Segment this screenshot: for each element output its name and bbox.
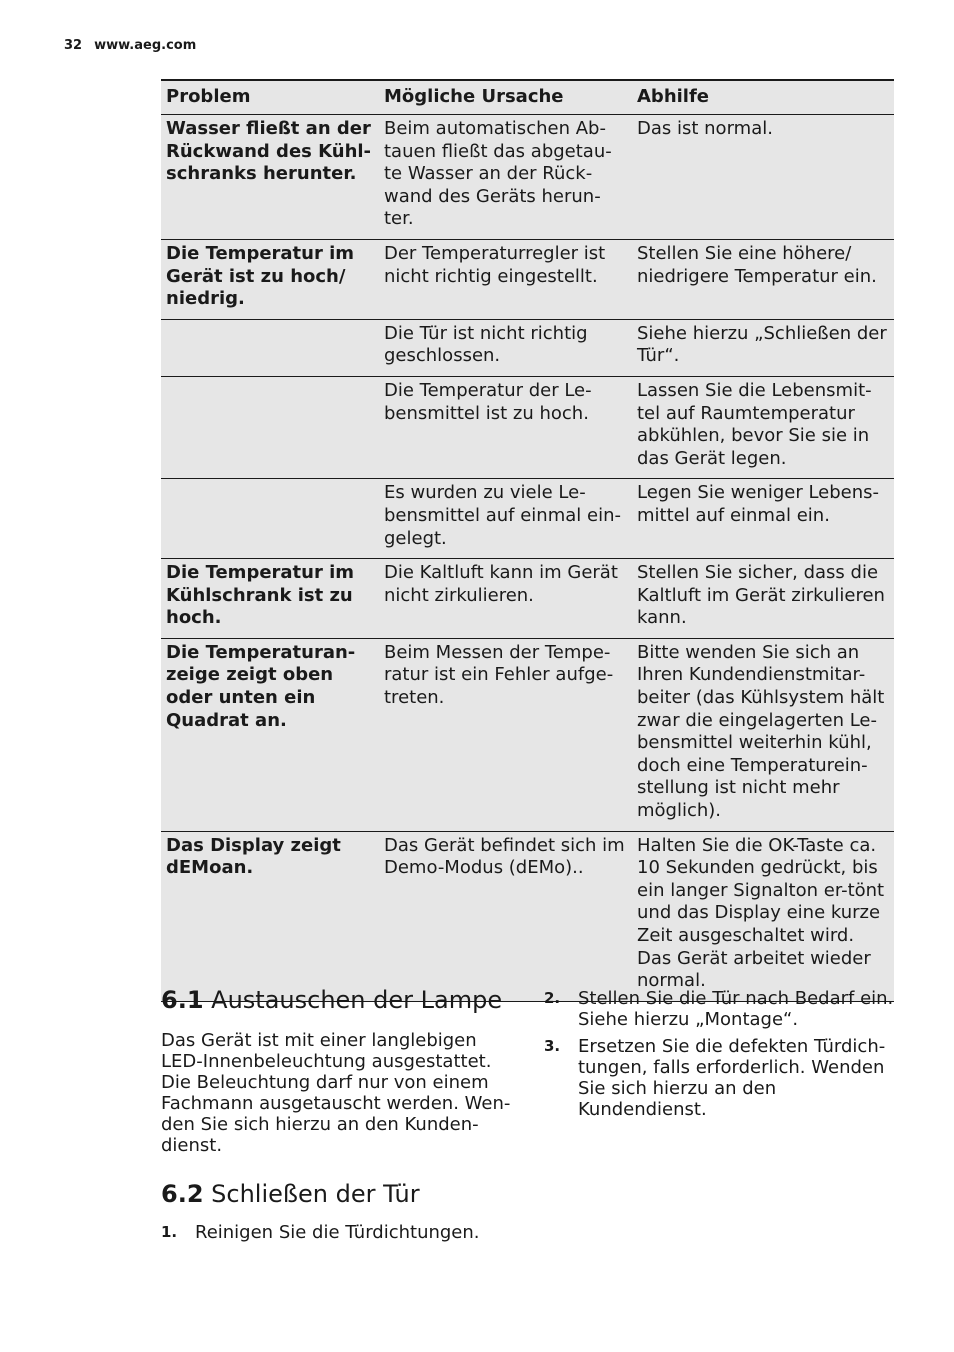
table-row: [161, 319, 894, 376]
cause-cell: Die Tür ist nicht richtig geschlossen.: [379, 319, 632, 376]
cause-cell: Beim Messen der Tempe-ratur ist ein Fehler aufge-treten.: [379, 638, 632, 831]
step-2: [544, 988, 896, 1030]
step-number: 2.: [544, 989, 561, 1007]
table-row: [161, 239, 894, 319]
section-6-1-heading: [161, 986, 502, 1014]
problem-cell: Das Display zeigt dEMoan.: [161, 831, 379, 1001]
table-row: [161, 376, 894, 478]
remedy-cell: Das ist normal.: [632, 115, 894, 240]
table-row: [161, 638, 894, 831]
cause-cell: Es wurden zu viele Le-bensmittel auf einmal ein-gelegt.: [379, 479, 632, 559]
troubleshooting-table: [161, 79, 894, 1002]
table-row: [161, 115, 894, 240]
column-header-problem: Problem: [161, 80, 379, 115]
step-text: Reinigen Sie die Türdichtungen.: [195, 1222, 480, 1243]
cause-cell: Das Gerät befindet sich im Demo-Modus (dEMo)..: [379, 831, 632, 1001]
section-6-2-title: Schließen der Tür: [211, 1180, 420, 1208]
cause-cell: Die Temperatur der Le-bensmittel ist zu hoch.: [379, 376, 632, 478]
remedy-cell: Legen Sie weniger Lebens-mittel auf einmal ein.: [632, 479, 894, 559]
step-3: [544, 1036, 896, 1120]
problem-cell: Die Temperatur im Gerät ist zu hoch/ niedrig.: [161, 239, 379, 319]
table-row: [161, 831, 894, 1001]
problem-cell: Die Temperaturan-zeige zeigt oben oder unten ein Quadrat an.: [161, 638, 379, 831]
column-header-remedy: Abhilfe: [632, 80, 894, 115]
cause-cell: Beim automatischen Ab-tauen fließt das abgetau-te Wasser an der Rück-wand des Geräts herun-ter.: [379, 115, 632, 240]
table-row: [161, 559, 894, 639]
remedy-cell: Halten Sie die OK-Taste ca. 10 Sekunden gedrückt, bis ein langer Signalton er-tönt und das Display eine kurze Zeit ausgeschaltet wird. Das Gerät arbeitet wieder normal.: [632, 831, 894, 1001]
column-header-cause: Mögliche Ursache: [379, 80, 632, 115]
remedy-cell: Lassen Sie die Lebensmit-tel auf Raumtemperatur abkühlen, bevor Sie sie in das Gerät legen.: [632, 376, 894, 478]
page-header: [64, 38, 196, 53]
step-number: 3.: [544, 1037, 561, 1055]
problem-cell: Die Temperatur im Kühlschrank ist zu hoch.: [161, 559, 379, 639]
cause-cell: Der Temperaturregler ist nicht richtig eingestellt.: [379, 239, 632, 319]
step-number: 1.: [161, 1223, 178, 1241]
step-text: Stellen Sie die Tür nach Bedarf ein. Siehe hierzu „Montage“.: [578, 988, 894, 1030]
table-row: [161, 479, 894, 559]
section-6-1-number: 6.1: [161, 986, 204, 1014]
problem-cell: [161, 319, 379, 376]
page-number: 32: [64, 38, 83, 53]
problem-cell: [161, 479, 379, 559]
cause-cell: Die Kaltluft kann im Gerät nicht zirkulieren.: [379, 559, 632, 639]
section-6-2-number: 6.2: [161, 1180, 204, 1208]
step-1: [161, 1222, 521, 1243]
problem-cell: [161, 376, 379, 478]
remedy-cell: Stellen Sie sicher, dass die Kaltluft im Gerät zirkulieren kann.: [632, 559, 894, 639]
section-6-1-paragraph-2: Die Beleuchtung darf nur von einem Fachmann ausgetauscht werden. Wen-den Sie sich hierzu an den Kunden-dienst.: [161, 1072, 511, 1156]
remedy-cell: Stellen Sie eine höhere/ niedrigere Temperatur ein.: [632, 239, 894, 319]
remedy-cell: Siehe hierzu „Schließen der Tür“.: [632, 319, 894, 376]
section-6-1-title: Austauschen der Lampe: [211, 986, 503, 1014]
section-6-1-paragraph-1: Das Gerät ist mit einer langlebigen LED-Innenbeleuchtung ausgestattet.: [161, 1030, 492, 1072]
remedy-cell: Bitte wenden Sie sich an Ihren Kundendienstmitar-beiter (das Kühlsystem hält zwar die eingelagerten Le-bensmittel weiterhin kühl, doch eine Temperaturein-stellung ist nicht mehr möglich).: [632, 638, 894, 831]
section-6-2-heading: [161, 1180, 420, 1208]
problem-cell: Wasser fließt an der Rückwand des Kühl-schranks herunter.: [161, 115, 379, 240]
table-header-row: [161, 80, 894, 115]
step-text: Ersetzen Sie die defekten Türdich-tungen, falls erforderlich. Wenden Sie sich hierzu an den Kundendienst.: [578, 1036, 886, 1120]
website-url: www.aeg.com: [94, 38, 197, 53]
